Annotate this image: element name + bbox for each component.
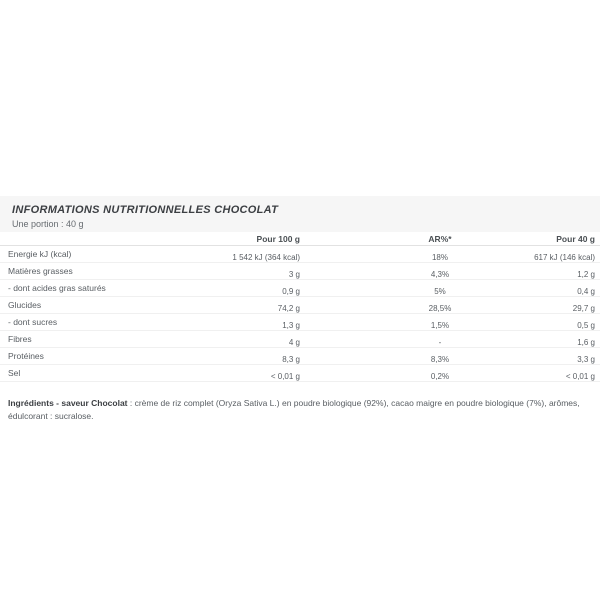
value-per-100g: 8,3 g	[282, 355, 300, 364]
value-per-40g: < 0,01 g	[565, 372, 595, 381]
value-per-100g: 74,2 g	[277, 304, 300, 313]
row-label: - dont sucres	[8, 317, 58, 327]
column-header-per-100g: Pour 100 g	[256, 234, 300, 244]
value-ar-percent: 0,2%	[430, 372, 450, 381]
nutrition-panel	[0, 196, 600, 431]
value-ar-percent: 8,3%	[430, 355, 450, 364]
value-per-40g: 0,4 g	[577, 287, 595, 296]
row-label: Sel	[8, 368, 21, 378]
page-title: INFORMATIONS NUTRITIONNELLES CHOCOLAT	[12, 204, 279, 216]
value-ar-percent: 28,5%	[428, 304, 452, 313]
table-row-matieres-grasses	[0, 263, 600, 280]
table-row-sel	[0, 365, 600, 382]
value-per-100g: 1,3 g	[282, 321, 300, 330]
table-row-proteines	[0, 348, 600, 365]
row-label: Fibres	[8, 334, 32, 344]
column-header-per-40g: Pour 40 g	[556, 234, 595, 244]
ingredients-paragraph	[0, 391, 600, 423]
value-ar-percent: 5%	[434, 287, 446, 296]
value-per-40g: 29,7 g	[572, 304, 595, 313]
row-label: Matières grasses	[8, 266, 73, 276]
table-row-energie	[0, 246, 600, 263]
column-header-ar-percent: AR%*	[428, 234, 452, 244]
value-per-40g: 3,3 g	[577, 355, 595, 364]
value-ar-percent: 1,5%	[430, 321, 450, 330]
row-label: Protéines	[8, 351, 44, 361]
ingredients-lead-label: Ingrédients - saveur Chocolat	[8, 397, 128, 408]
portion-subtitle: Une portion : 40 g	[12, 219, 84, 229]
nutrition-table	[0, 232, 600, 382]
nutrition-header-band	[0, 196, 600, 232]
value-per-40g: 617 kJ (146 kcal)	[534, 253, 595, 262]
value-per-100g: 3 g	[288, 270, 300, 279]
table-row-glucides	[0, 297, 600, 314]
value-per-40g: 1,2 g	[577, 270, 595, 279]
row-label: Glucides	[8, 300, 42, 310]
value-ar-percent: 18%	[431, 253, 448, 262]
table-header-row	[0, 232, 600, 246]
row-label: Energie kJ (kcal)	[8, 249, 72, 259]
value-per-40g: 0,5 g	[577, 321, 595, 330]
table-row-fibres	[0, 331, 600, 348]
value-ar-percent: -	[438, 338, 442, 347]
value-per-100g: 4 g	[288, 338, 300, 347]
value-ar-percent: 4,3%	[430, 270, 450, 279]
ingredients-text: : crème de riz complet (Oryza Sativa L.) en poudre biologique (92%), cacao maigre en poudre biologique (7%), arômes, édulcorant : sucralose.	[8, 397, 580, 421]
row-label: - dont acides gras saturés	[8, 283, 106, 293]
table-row-acides-gras-satures	[0, 280, 600, 297]
value-per-40g: 1,6 g	[577, 338, 595, 347]
value-per-100g: 0,9 g	[282, 287, 300, 296]
table-row-sucres	[0, 314, 600, 331]
value-per-100g: 1 542 kJ (364 kcal)	[232, 253, 300, 262]
value-per-100g: < 0,01 g	[270, 372, 300, 381]
